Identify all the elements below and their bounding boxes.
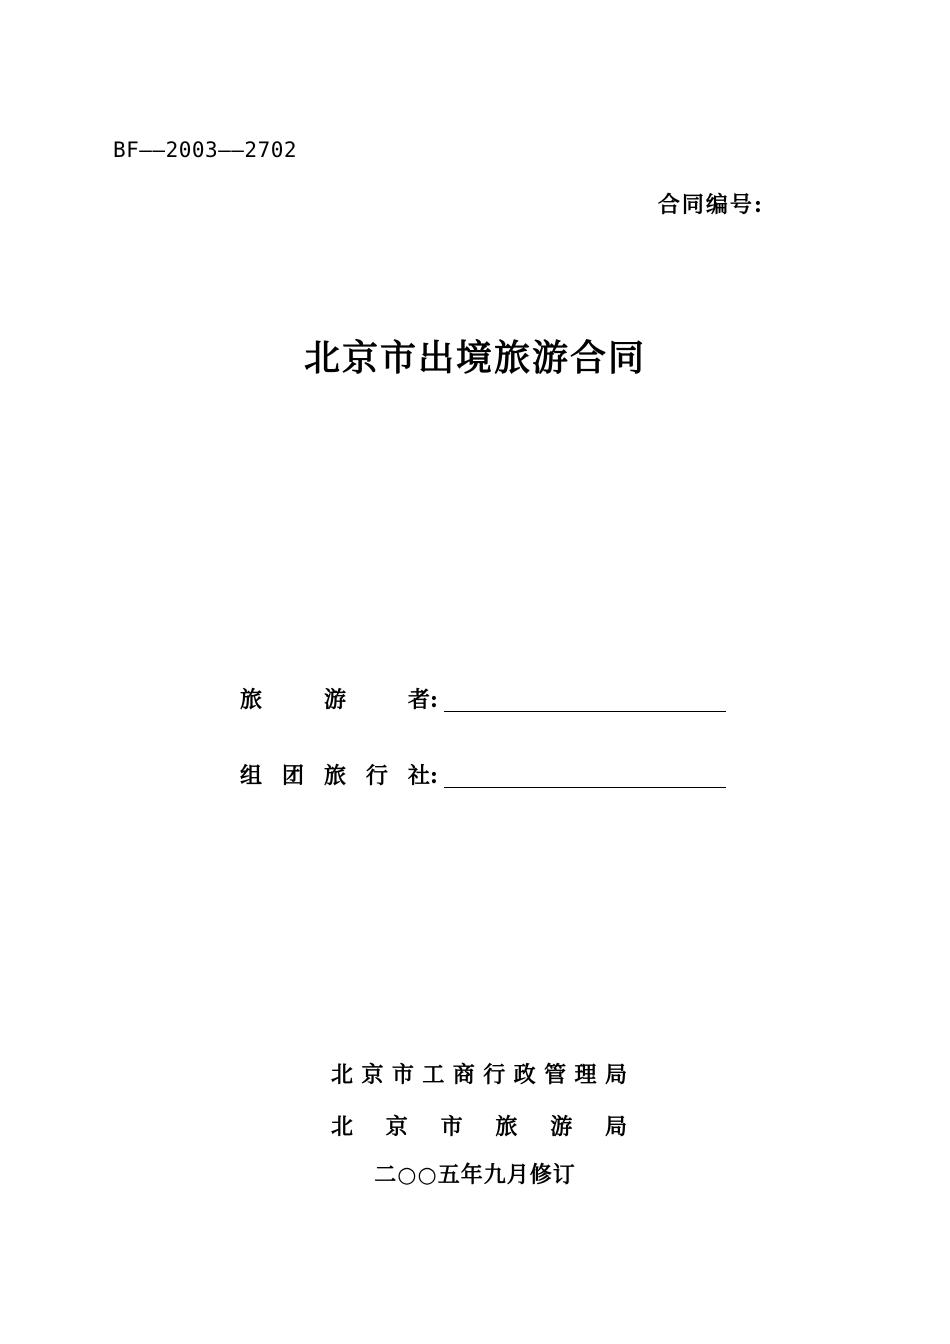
label-char: 旅 bbox=[323, 763, 346, 789]
issuer-char: 政 bbox=[513, 1062, 536, 1088]
issuer-char: 旅 bbox=[495, 1114, 518, 1140]
issuer-char: 市 bbox=[440, 1114, 463, 1140]
issuer-tourism-bureau bbox=[331, 1110, 627, 1141]
field-traveler bbox=[240, 682, 726, 714]
label-char: 旅 bbox=[240, 687, 263, 713]
label-char: 组 bbox=[240, 763, 263, 789]
issuer-char: 北 bbox=[331, 1114, 354, 1140]
label-char: 游 bbox=[323, 687, 346, 713]
issuer-char: 京 bbox=[361, 1062, 384, 1088]
issuer-char: 市 bbox=[391, 1062, 414, 1088]
label-char: 社: bbox=[407, 763, 438, 789]
page-title: 北京市出境旅游合同 bbox=[303, 337, 646, 379]
issuer-char: 工 bbox=[422, 1062, 445, 1088]
issuer-char: 北 bbox=[331, 1062, 354, 1088]
issuer-industry-commerce-bureau bbox=[331, 1058, 627, 1089]
traveler-blank-line[interactable] bbox=[444, 711, 726, 712]
issuer-char: 管 bbox=[544, 1062, 567, 1088]
label-char: 行 bbox=[365, 763, 388, 789]
field-travel-agency-label bbox=[240, 759, 438, 790]
document-code: BF——2003——2702 bbox=[113, 138, 298, 162]
issuer-char: 行 bbox=[483, 1062, 506, 1088]
field-traveler-label bbox=[240, 683, 438, 714]
issuer-char: 局 bbox=[604, 1062, 627, 1088]
travel-agency-blank-line[interactable] bbox=[444, 787, 726, 788]
issuer-char: 商 bbox=[452, 1062, 475, 1088]
revision-date: 二○○五年九月修订 bbox=[374, 1162, 576, 1188]
issuer-char: 游 bbox=[550, 1114, 573, 1140]
issuer-char: 京 bbox=[385, 1114, 408, 1140]
label-char: 者: bbox=[407, 687, 438, 713]
field-travel-agency bbox=[240, 758, 726, 790]
label-char: 团 bbox=[281, 763, 304, 789]
issuer-char: 局 bbox=[604, 1114, 627, 1140]
contract-number-label: 合同编号: bbox=[657, 192, 764, 218]
issuer-char: 理 bbox=[574, 1062, 597, 1088]
